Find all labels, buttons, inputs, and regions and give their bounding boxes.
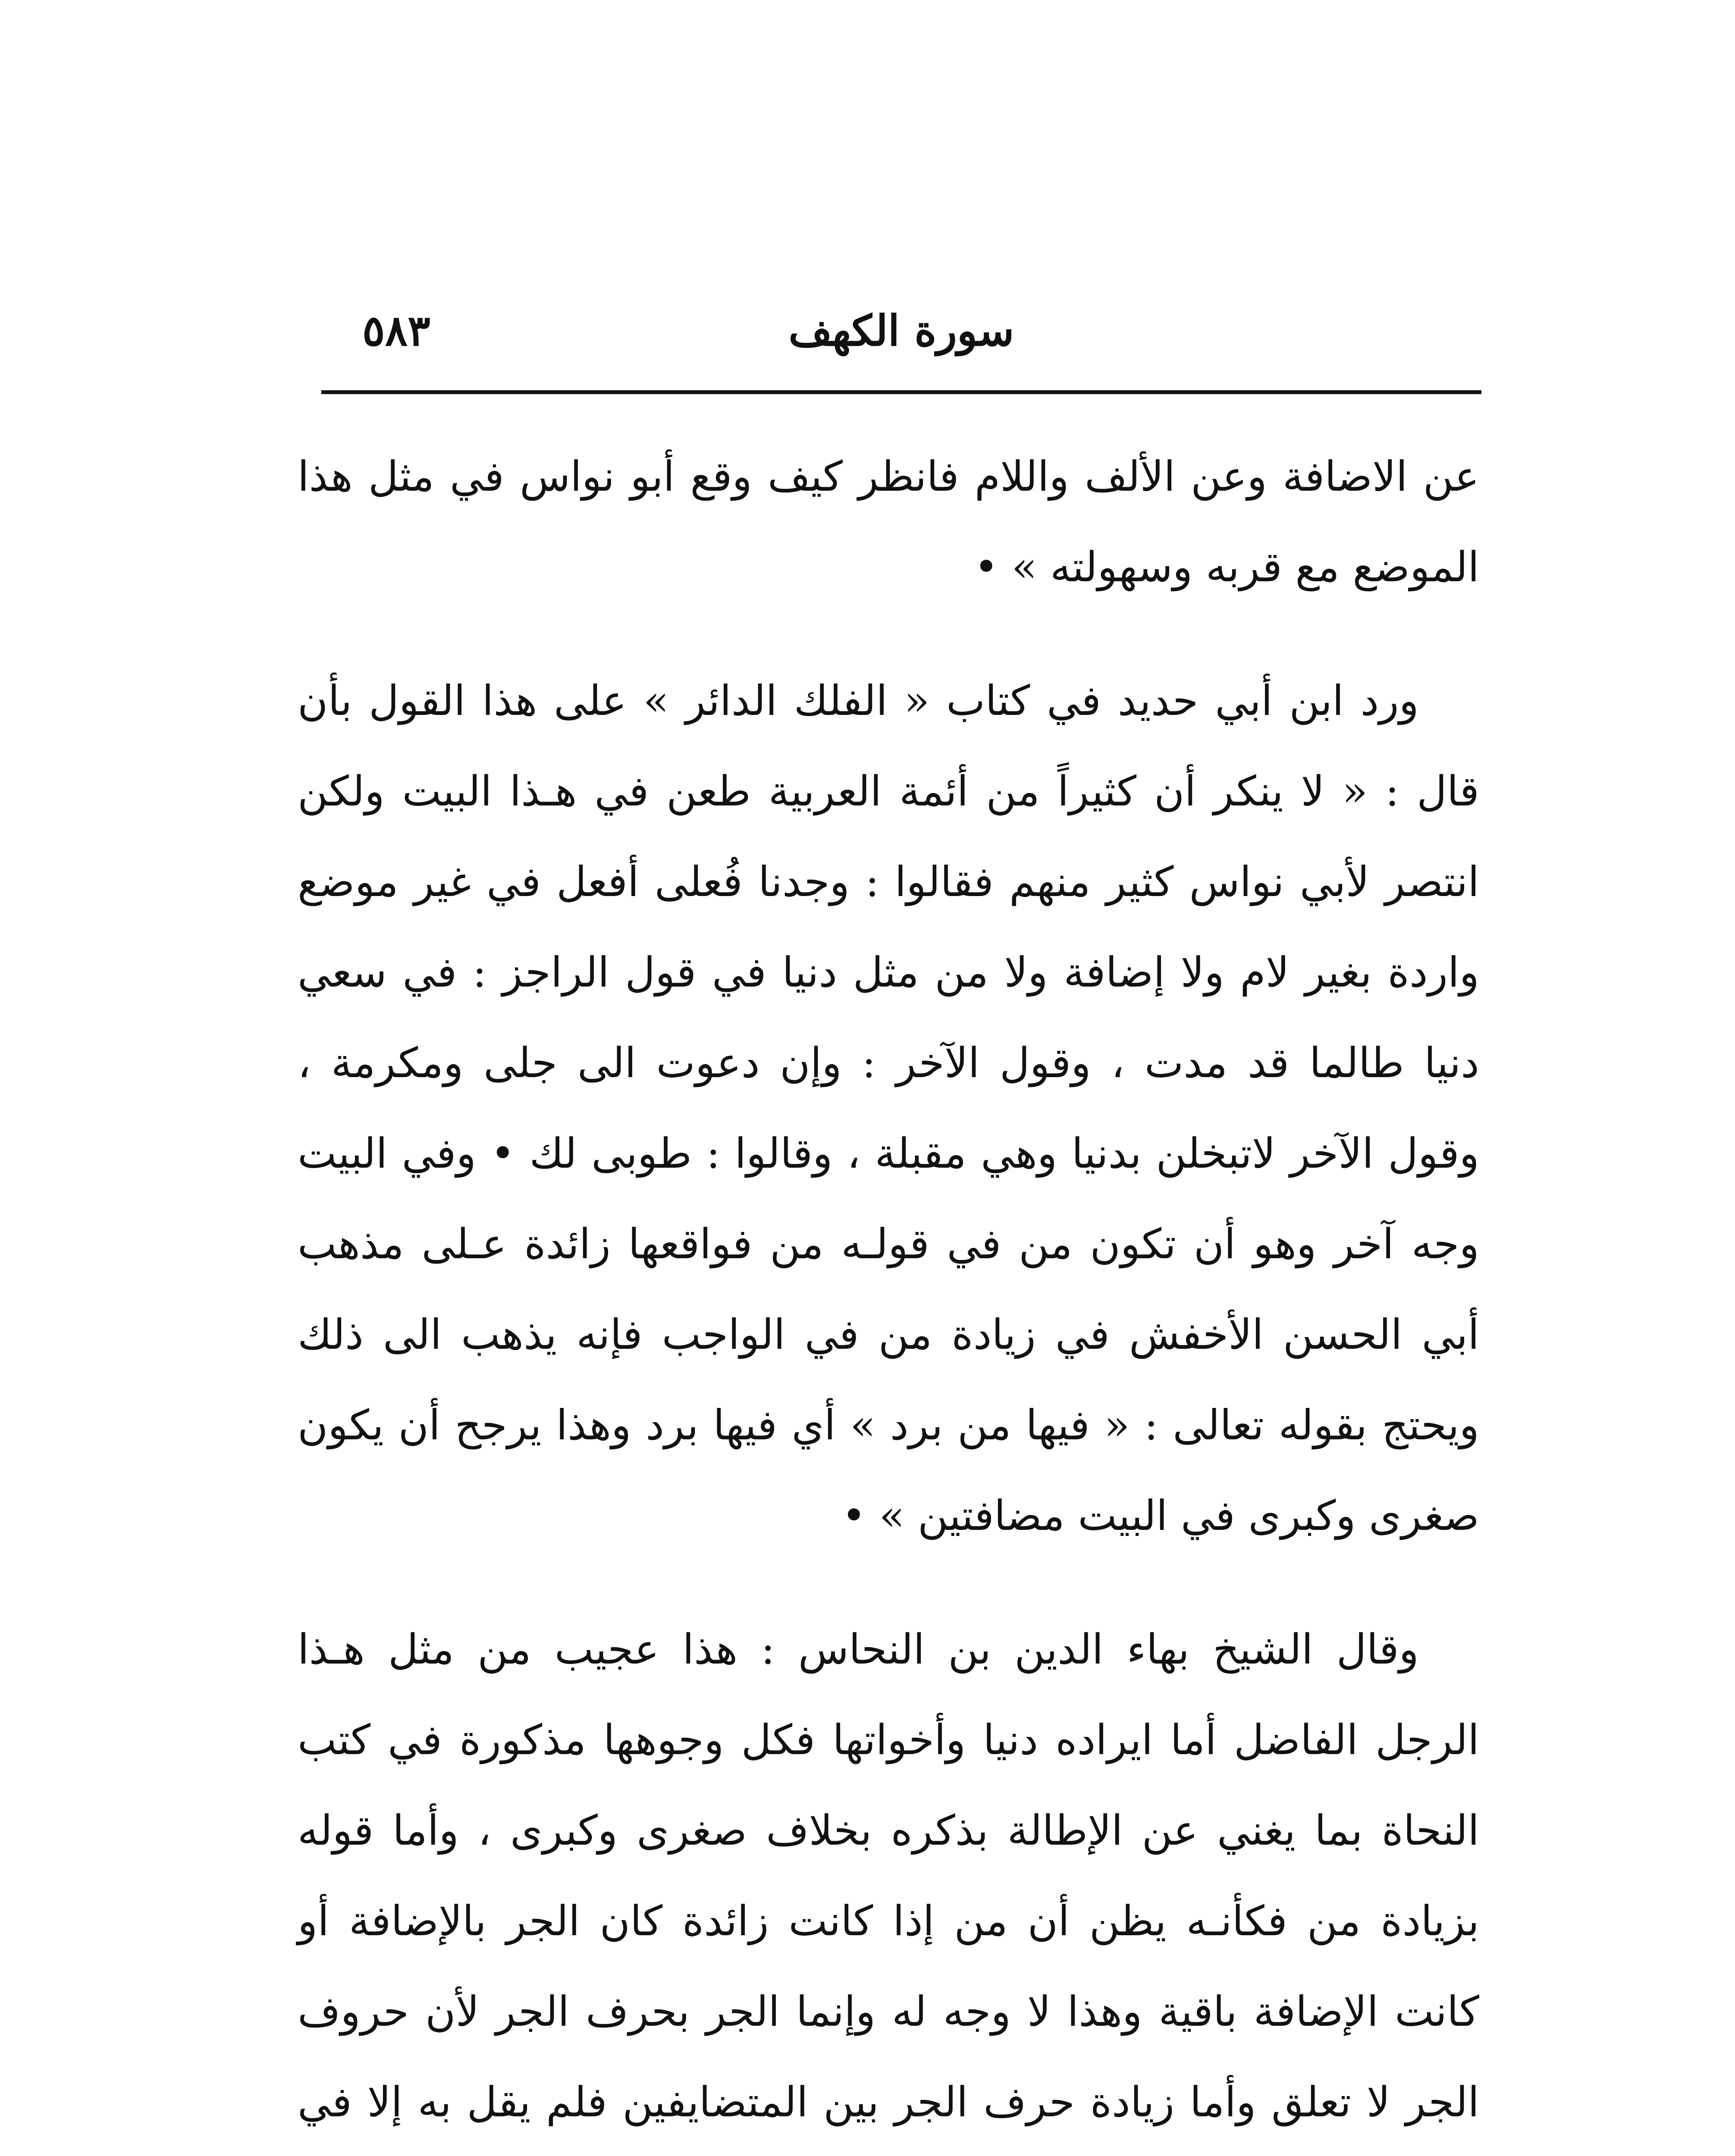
paragraph-gap (298, 1561, 1479, 1604)
paragraph-ibn-abi-hadid: ورد ابن أبي حديد في كتاب « الفلك الدائر » على هذا القول بأن قال : « لا ينكر أن كثيراً من أئمة العربية طعن في هـذا البيت ولكن انتصر لأبي نواس كثير منهم فقالوا : وجدنا فُعلى أفعل في غير موضع واردة بغير لام ولا إضافة ولا من مثل دنيا في قول الراجز : في سعي دنيا طالما قد مدت ، وقول الآخر : وإن دعوت الى جلى ومكرمة ، وقول الآخر لاتبخلن بدنيا وهي مقبلة ، وقالوا : طوبى لك • وفي البيت وجه آخر وهو أن تكون من في قولـه من فواقعها زائدة عـلى مذهب أبي الحسن الأخفش في زيادة من في الواجب فإنه يذهب الى ذلك ويحتج بقوله تعالى : « فيها من برد » أي فيها برد وهذا يرجح أن يكون صغرى وكبرى في البيت مضافتين » • (298, 677, 1480, 1540)
paragraph-ibn-nahhas: وقال الشيخ بهاء الدين بن النحاس : هذا عجيب من مثل هـذا الرجل الفاضل أما ايراده دنيا وأخواتها فكل وجوهها مذكورة في كتب النحاة بما يغني عن الإطالة بذكره بخلاف صغرى وكبرى ، وأما قوله بزيادة من فكأنـه يظن أن من إذا كانت زائدة كان الجر بالإضافة أو كانت الإضافة باقية وهذا لا وجه له وإنما الجر بحرف الجر لأن حروف الجر لا تعلق وأما زيادة حرف الجر بين المتضايفين فلم يقل به إلا في (298, 1625, 1480, 2126)
page-number: ٥٨٣ (362, 306, 430, 356)
poem-verse (336, 2152, 1406, 2156)
surah-title: سورة الكهف (788, 306, 1014, 356)
page-header (321, 298, 1481, 397)
poem-first-hemistich (948, 2152, 1406, 2156)
poem-second-hemistich (336, 2152, 810, 2156)
paragraph-continuation: عن الاضافة وعن الألف واللام فانظر كيف وقع أبو نواس في مثل هذا الموضع مع قربه وسهولته » • (298, 452, 1479, 591)
header-divider (321, 390, 1481, 394)
paragraph-gap (298, 612, 1479, 655)
body-text (298, 431, 1479, 2156)
